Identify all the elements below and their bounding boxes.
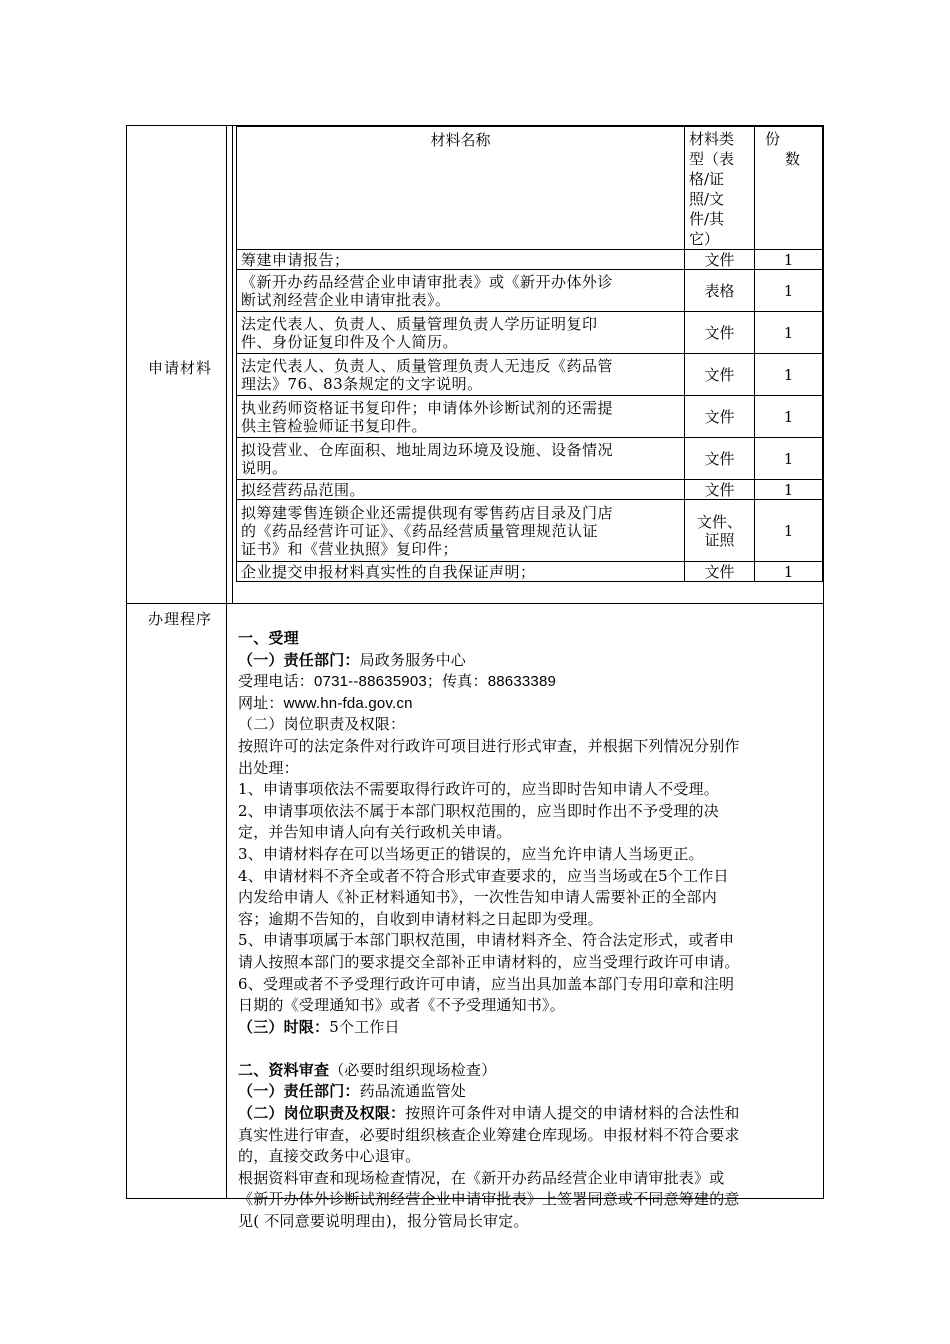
step1-item-line: 1、申请事项依法不需要取得行政许可的，应当即时告知申请人不受理。 — [238, 780, 719, 799]
step1-time-limit — [238, 1017, 820, 1039]
material-type-line: 证照 — [704, 530, 735, 549]
material-row — [237, 354, 823, 396]
material-name-line: 企业提交申报材料真实性的自我保证声明； — [241, 562, 536, 581]
step1-website: 网址：www.hn-fda.gov.cn — [238, 694, 413, 712]
step2-duties-line: 的，直接交政务中心退审。 — [238, 1147, 421, 1166]
step1-duties-line: 按照许可的法定条件对行政许可项目进行形式审查，并根据下列情况分别作 — [238, 736, 740, 755]
material-name — [237, 480, 685, 500]
material-type — [685, 250, 755, 270]
header-material-type — [685, 127, 755, 250]
material-copies: 1 — [755, 480, 823, 500]
procedure-content — [238, 628, 820, 1233]
material-name — [237, 438, 685, 480]
materials-header-row — [237, 127, 823, 250]
materials-section-label: 申请材料 — [148, 359, 213, 377]
step2-duties-label: （二）岗位职责及权限： — [238, 1104, 406, 1123]
step1-item-line: 3、申请材料存在可以当场更正的错误的，应当允许申请人当场更正。 — [238, 844, 704, 863]
header-material-name: 材料名称 — [237, 127, 685, 250]
header-type-line: 照/文 — [689, 190, 725, 208]
header-type-line: 它） — [689, 230, 720, 248]
material-name-line: 拟筹建零售连锁企业还需提供现有零售药店目录及门店 — [241, 503, 614, 522]
material-name-line: 说明。 — [241, 458, 288, 477]
material-row — [237, 562, 823, 582]
step1-department — [238, 650, 820, 672]
step1-item-line: 容；逾期不告知的，自收到申请材料之日起即为受理。 — [238, 909, 603, 928]
step2-para-line: 《新开办体外诊断试剂经营企业申请审批表》上签署同意或不同意筹建的意 — [238, 1190, 740, 1209]
header-type-line: 件/其 — [689, 210, 725, 228]
step2-dept-label: （一）责任部门： — [238, 1082, 360, 1101]
material-type-line: 文件 — [704, 480, 735, 499]
material-name-line: 证书》和《营业执照》复印件； — [241, 539, 459, 558]
inner-divider — [232, 125, 233, 603]
step1-item-line: 5、申请事项属于本部门职权范围，申请材料齐全、符合法定形式，或者申 — [238, 931, 735, 950]
material-name-line: 法定代表人、负责人、质量管理负责人无违反《药品管 — [241, 356, 614, 375]
material-copies: 1 — [755, 562, 823, 582]
material-row — [237, 500, 823, 562]
material-name-line: 断试剂经营企业申请审批表》。 — [241, 290, 451, 309]
header-count-line: 数 — [785, 150, 801, 168]
step2-duties-line: 真实性进行审查，必要时组织核查企业筹建仓库现场。申报材料不符合要求 — [238, 1125, 740, 1144]
step1-duties-label: （二）岗位职责及权限： — [238, 715, 406, 734]
material-name-line: 筹建申请报告； — [241, 250, 350, 269]
step1-dept-value: 局政务服务中心 — [359, 650, 467, 669]
material-copies: 1 — [755, 250, 823, 270]
material-name — [237, 500, 685, 562]
step1-duties-line: 出处理： — [238, 758, 299, 777]
material-name — [237, 270, 685, 312]
step2-duties — [238, 1103, 820, 1125]
material-type — [685, 312, 755, 354]
material-copies: 1 — [755, 312, 823, 354]
material-type-line: 文件 — [704, 562, 735, 581]
step1-time-label: （三）时限： — [238, 1017, 330, 1036]
material-name-line: 拟经营药品范围。 — [241, 480, 366, 499]
material-type-line: 文件 — [704, 250, 735, 269]
material-copies: 1 — [755, 500, 823, 562]
material-type-line: 文件 — [704, 449, 735, 468]
material-name-line: 理法》76、83条规定的文字说明。 — [241, 374, 483, 393]
material-type — [685, 480, 755, 500]
section-divider — [126, 603, 824, 604]
material-name-line: 法定代表人、负责人、质量管理负责人学历证明复印 — [241, 314, 598, 333]
step2-title-line — [238, 1060, 820, 1082]
step2-department — [238, 1081, 820, 1103]
material-type — [685, 270, 755, 312]
step1-item-line: 内发给申请人《补正材料通知书》，一次性告知申请人需要补正的全部内 — [238, 888, 717, 907]
material-name-line: 执业药师资格证书复印件；申请体外诊断试剂的还需提 — [241, 398, 614, 417]
material-row — [237, 480, 823, 500]
material-row — [237, 396, 823, 438]
material-name-line: 供主管检验师证书复印件。 — [241, 416, 428, 435]
spacer — [238, 1038, 820, 1060]
material-name — [237, 250, 685, 270]
material-name — [237, 312, 685, 354]
step1-title: 一、受理 — [238, 629, 299, 647]
material-row — [237, 250, 823, 270]
step1-phone: 受理电话：0731--88635903；传真：88633389 — [238, 673, 557, 691]
material-type — [685, 438, 755, 480]
step2-title: 二、资料审查 — [238, 1060, 330, 1079]
material-type-line: 文件 — [704, 407, 735, 426]
step1-time-value: 5个工作日 — [329, 1017, 400, 1036]
procedure-section-label: 办理程序 — [148, 610, 213, 628]
material-type-line: 文件 — [704, 365, 735, 384]
material-type — [685, 354, 755, 396]
step2-para-line: 根据资料审查和现场检查情况，在《新开办药品经营企业申请审批表》或 — [238, 1168, 725, 1187]
step1-dept-label: （一）责任部门： — [238, 650, 360, 669]
step2-title-note: （必要时组织现场检查） — [329, 1060, 497, 1079]
material-name-line: 的《药品经营许可证》、《药品经营质量管理规范认证 — [241, 521, 599, 540]
materials-table — [236, 126, 823, 582]
material-name-line: 拟设营业、仓库面积、地址周边环境及设施、设备情况 — [241, 440, 614, 459]
step1-item-line: 请人按照本部门的要求提交全部补正申请材料的，应当受理行政许可申请。 — [238, 952, 740, 971]
material-copies: 1 — [755, 354, 823, 396]
step1-items — [238, 779, 820, 1017]
header-type-line: 型（表 — [689, 150, 735, 168]
material-type-line: 文件、 — [696, 512, 742, 531]
header-count-line: 份 — [765, 130, 781, 148]
material-row — [237, 312, 823, 354]
step1-item-line: 4、申请材料不齐全或者不符合形式审查要求的，应当当场或在5个工作日 — [238, 866, 729, 885]
material-type-line: 文件 — [704, 323, 735, 342]
step1-item-line: 6、受理或者不予受理行政许可申请，应当出具加盖本部门专用印章和注明 — [238, 974, 735, 993]
material-copies: 1 — [755, 270, 823, 312]
material-type — [685, 500, 755, 562]
step2-duties-first: 按照许可条件对申请人提交的申请材料的合法性和 — [405, 1104, 740, 1123]
material-name — [237, 562, 685, 582]
material-name — [237, 354, 685, 396]
material-row — [237, 270, 823, 312]
step1-item-line: 日期的《受理通知书》或者《不予受理通知书》。 — [238, 996, 565, 1015]
material-name — [237, 396, 685, 438]
material-type — [685, 396, 755, 438]
material-type-line: 表格 — [704, 281, 735, 300]
material-copies: 1 — [755, 396, 823, 438]
step2-dept-value: 药品流通监管处 — [359, 1082, 467, 1101]
material-row — [237, 438, 823, 480]
material-type — [685, 562, 755, 582]
label-column-divider — [226, 125, 227, 1199]
header-type-line: 材料类 — [689, 130, 735, 148]
material-name-line: 件、身份证复印件及个人简历。 — [241, 332, 459, 351]
material-copies: 1 — [755, 438, 823, 480]
material-name-line: 《新开办药品经营企业申请审批表》或《新开办体外诊 — [241, 272, 614, 291]
step2-para-line: 见( 不同意要说明理由)，报分管局长审定。 — [238, 1212, 529, 1231]
step1-item-line: 定，并告知申请人向有关行政机关申请。 — [238, 823, 512, 842]
step1-item-line: 2、申请事项依法不属于本部门职权范围的，应当即时作出不予受理的决 — [238, 801, 719, 820]
header-type-line: 格/证 — [689, 170, 725, 188]
header-copies — [755, 127, 823, 250]
